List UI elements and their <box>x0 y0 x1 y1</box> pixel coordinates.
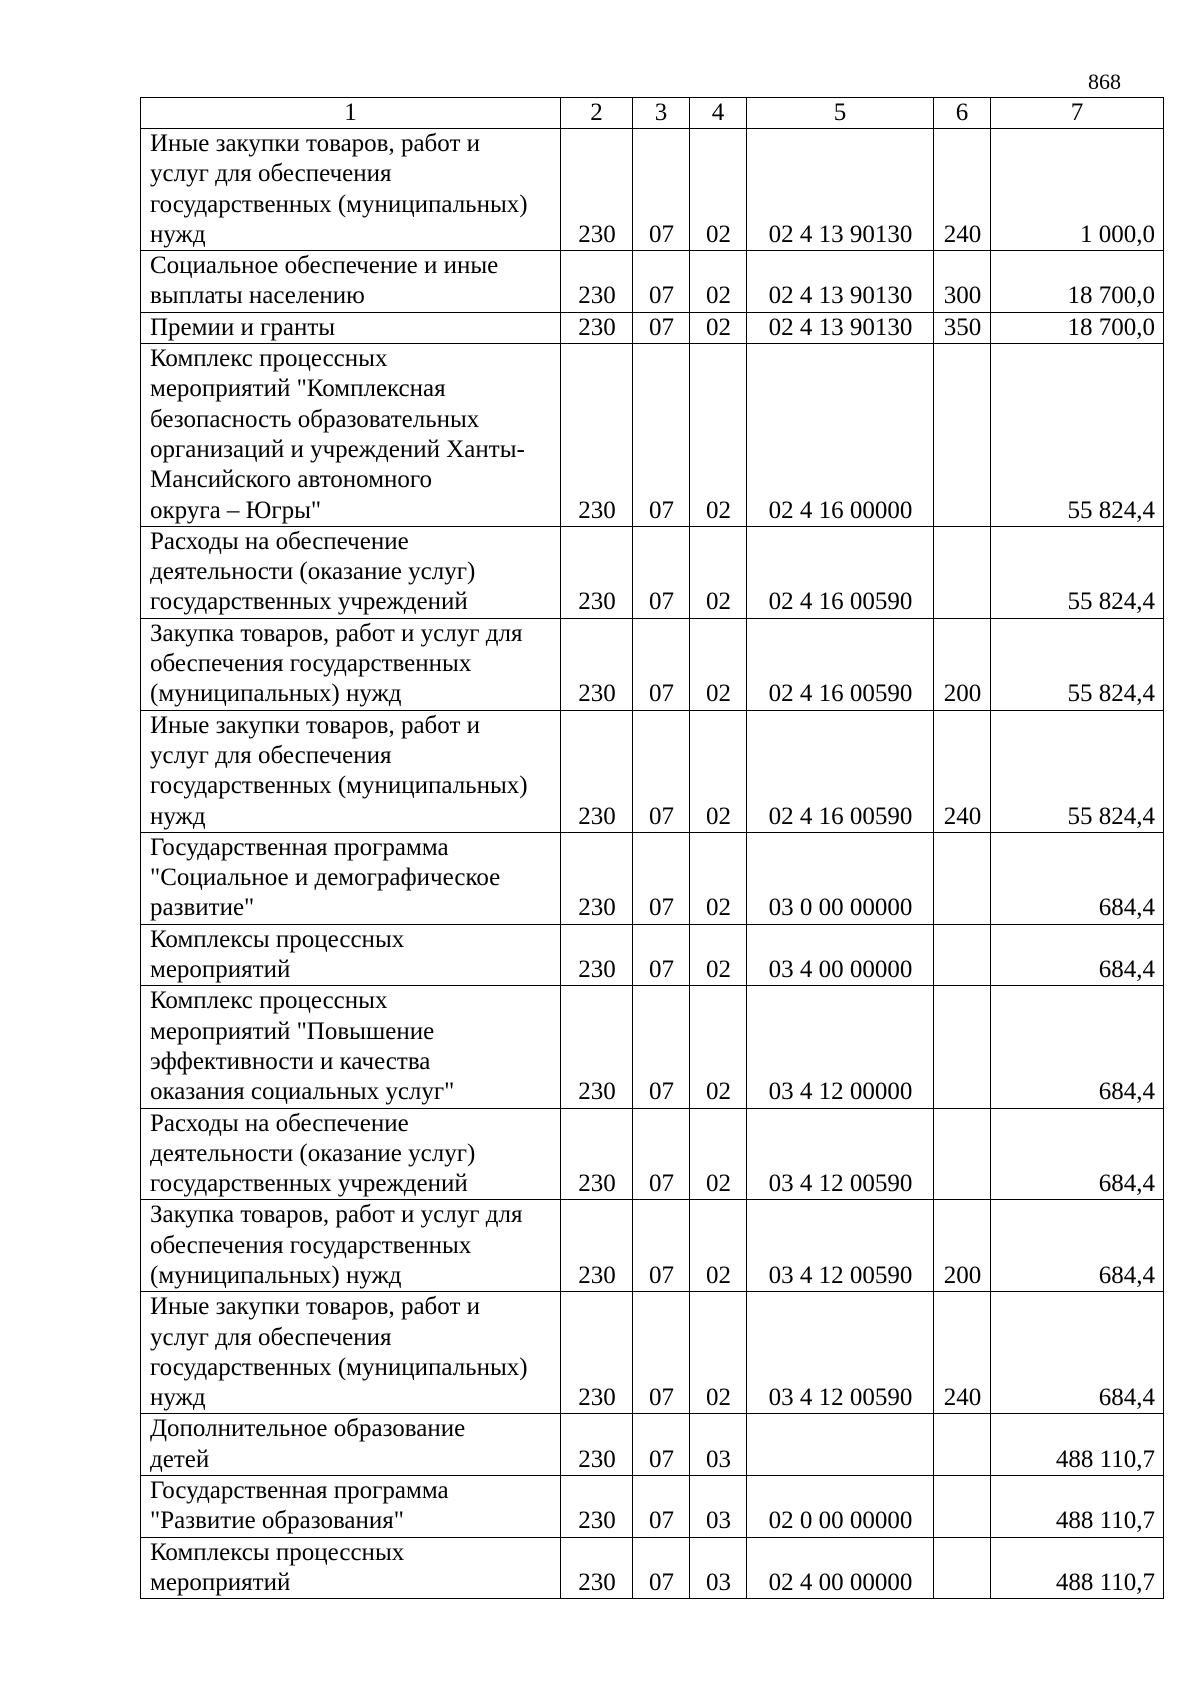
row-cell-c6 <box>934 526 991 618</box>
row-name-line: услуг для обеспечения <box>150 741 392 769</box>
row-name-cell <box>141 1537 561 1599</box>
row-cell-c7: 684,4 <box>991 832 1164 924</box>
row-cell-c6 <box>934 1414 991 1476</box>
row-name-cell <box>141 710 561 832</box>
row-name-line: обеспечения государственных <box>150 650 472 678</box>
row-cell-c6: 200 <box>934 618 991 710</box>
row-name-line: Социальное обеспечение и иные <box>150 252 499 280</box>
table-body <box>141 98 1164 1599</box>
row-name-cell <box>141 986 561 1108</box>
row-cell-c3: 07 <box>633 1414 690 1476</box>
row-name-line: Комплекс процессных <box>150 987 388 1015</box>
row-cell-c3: 07 <box>633 924 690 986</box>
header-cell-4: 4 <box>690 98 747 129</box>
row-cell-c7: 55 824,4 <box>991 344 1164 527</box>
row-cell-c4: 02 <box>690 1292 747 1414</box>
row-cell-c5: 02 4 00 00000 <box>747 1537 934 1599</box>
row-name-line: Расходы на обеспечение <box>150 1109 409 1137</box>
row-name-line: Государственная программа <box>150 1477 449 1505</box>
row-cell-c4: 02 <box>690 312 747 343</box>
row-name-line: мероприятий "Повышение <box>150 1017 435 1045</box>
row-name-line: организаций и учреждений Ханты- <box>150 435 525 463</box>
row-cell-c7: 488 110,7 <box>991 1476 1164 1538</box>
row-name-line: "Социальное и демографическое <box>150 864 501 892</box>
row-cell-c7: 488 110,7 <box>991 1537 1164 1599</box>
row-cell-c4: 02 <box>690 618 747 710</box>
row-name-line: мероприятий <box>150 956 291 984</box>
row-cell-c7: 488 110,7 <box>991 1414 1164 1476</box>
row-cell-c7: 1 000,0 <box>991 129 1164 251</box>
row-name-line: мероприятий <box>150 1568 291 1596</box>
row-cell-c7: 18 700,0 <box>991 312 1164 343</box>
row-name-line: Премии и гранты <box>150 313 336 341</box>
row-name-line: Комплексы процессных <box>150 925 405 953</box>
row-name-line: государственных (муниципальных) <box>150 190 528 218</box>
row-cell-c5: 02 4 13 90130 <box>747 251 934 313</box>
row-cell-c3: 07 <box>633 129 690 251</box>
row-name-cell <box>141 1476 561 1538</box>
row-cell-c3: 07 <box>633 832 690 924</box>
row-name-line: "Развитие образования" <box>150 1507 404 1535</box>
table-row <box>141 1108 1164 1200</box>
row-name-line: государственных (муниципальных) <box>150 772 528 800</box>
row-name-cell <box>141 1200 561 1292</box>
row-cell-c6: 240 <box>934 1292 991 1414</box>
table-row <box>141 251 1164 313</box>
row-name-line: округа – Югры" <box>150 496 322 524</box>
row-name-line: деятельности (оказание услуг) <box>150 558 476 586</box>
row-name-line: Комплексы процессных <box>150 1538 405 1566</box>
row-cell-c2: 230 <box>561 924 633 986</box>
row-cell-c3: 07 <box>633 1292 690 1414</box>
row-name-cell <box>141 251 561 313</box>
row-name-line: Мансийского автономного <box>150 466 433 494</box>
row-cell-c7: 18 700,0 <box>991 251 1164 313</box>
row-name-line: выплаты населению <box>150 282 365 310</box>
row-cell-c3: 07 <box>633 1476 690 1538</box>
row-cell-c5: 02 4 16 00590 <box>747 710 934 832</box>
row-cell-c5 <box>747 1414 934 1476</box>
table-row <box>141 344 1164 527</box>
row-name-line: услуг для обеспечения <box>150 1323 392 1351</box>
row-name-line: государственных учреждений <box>150 1170 468 1198</box>
row-name-cell <box>141 618 561 710</box>
row-cell-c2: 230 <box>561 251 633 313</box>
row-cell-c2: 230 <box>561 312 633 343</box>
row-cell-c4: 02 <box>690 924 747 986</box>
row-name-line: Дополнительное образование <box>150 1415 466 1443</box>
row-cell-c3: 07 <box>633 526 690 618</box>
row-name-cell <box>141 924 561 986</box>
row-cell-c5: 02 4 13 90130 <box>747 129 934 251</box>
row-cell-c2: 230 <box>561 832 633 924</box>
row-cell-c2: 230 <box>561 1108 633 1200</box>
header-cell-2: 2 <box>561 98 633 129</box>
row-cell-c2: 230 <box>561 1537 633 1599</box>
row-name-line: Закупка товаров, работ и услуг для <box>150 1201 523 1229</box>
row-name-line: Комплекс процессных <box>150 345 388 373</box>
row-name-cell <box>141 129 561 251</box>
header-cell-5: 5 <box>747 98 934 129</box>
table-row <box>141 1476 1164 1538</box>
row-name-line: оказания социальных услуг" <box>150 1078 455 1106</box>
row-name-cell <box>141 832 561 924</box>
row-name-line: мероприятий "Комплексная <box>150 375 446 403</box>
row-cell-c4: 02 <box>690 344 747 527</box>
row-name-line: Иные закупки товаров, работ и <box>150 711 481 739</box>
row-name-line: Иные закупки товаров, работ и <box>150 1293 481 1321</box>
row-cell-c5: 02 0 00 00000 <box>747 1476 934 1538</box>
row-cell-c4: 02 <box>690 986 747 1108</box>
row-name-line: развитие" <box>150 894 255 922</box>
table-row <box>141 832 1164 924</box>
row-cell-c3: 07 <box>633 986 690 1108</box>
table-row <box>141 1292 1164 1414</box>
row-cell-c5: 03 4 12 00590 <box>747 1108 934 1200</box>
page-number: 868 <box>1088 69 1121 94</box>
row-cell-c7: 684,4 <box>991 1200 1164 1292</box>
row-cell-c4: 02 <box>690 526 747 618</box>
table-row <box>141 526 1164 618</box>
row-cell-c5: 02 4 16 00000 <box>747 344 934 527</box>
row-name-line: нужд <box>150 220 206 248</box>
header-cell-6: 6 <box>934 98 991 129</box>
row-name-line: Государственная программа <box>150 833 449 861</box>
row-cell-c5: 03 0 00 00000 <box>747 832 934 924</box>
row-cell-c6 <box>934 986 991 1108</box>
row-cell-c4: 03 <box>690 1537 747 1599</box>
table-row <box>141 1200 1164 1292</box>
row-cell-c4: 03 <box>690 1414 747 1476</box>
row-cell-c3: 07 <box>633 618 690 710</box>
table-row <box>141 129 1164 251</box>
row-cell-c2: 230 <box>561 1476 633 1538</box>
row-cell-c6 <box>934 832 991 924</box>
row-cell-c7: 55 824,4 <box>991 618 1164 710</box>
row-cell-c3: 07 <box>633 344 690 527</box>
row-cell-c2: 230 <box>561 710 633 832</box>
row-cell-c4: 02 <box>690 1108 747 1200</box>
row-cell-c3: 07 <box>633 1537 690 1599</box>
row-cell-c2: 230 <box>561 344 633 527</box>
row-cell-c4: 02 <box>690 1200 747 1292</box>
header-cell-7: 7 <box>991 98 1164 129</box>
row-cell-c3: 07 <box>633 1108 690 1200</box>
row-name-cell <box>141 1414 561 1476</box>
row-cell-c4: 03 <box>690 1476 747 1538</box>
row-cell-c4: 02 <box>690 129 747 251</box>
row-name-line: нужд <box>150 1384 206 1412</box>
table-row <box>141 618 1164 710</box>
row-cell-c6 <box>934 344 991 527</box>
row-cell-c2: 230 <box>561 1414 633 1476</box>
row-cell-c6 <box>934 924 991 986</box>
row-name-line: Иные закупки товаров, работ и <box>150 130 481 157</box>
table-row <box>141 924 1164 986</box>
row-cell-c6: 240 <box>934 129 991 251</box>
row-cell-c2: 230 <box>561 618 633 710</box>
row-cell-c3: 07 <box>633 251 690 313</box>
row-name-line: эффективности и качества <box>150 1047 431 1075</box>
row-name-line: деятельности (оказание услуг) <box>150 1139 476 1167</box>
row-cell-c6: 240 <box>934 710 991 832</box>
row-cell-c7: 55 824,4 <box>991 710 1164 832</box>
row-cell-c3: 07 <box>633 1200 690 1292</box>
row-cell-c4: 02 <box>690 710 747 832</box>
row-name-line: государственных учреждений <box>150 588 468 616</box>
header-row <box>141 98 1164 129</box>
row-cell-c4: 02 <box>690 832 747 924</box>
table-row <box>141 312 1164 343</box>
row-cell-c7: 684,4 <box>991 986 1164 1108</box>
row-name-line: услуг для обеспечения <box>150 160 392 188</box>
table-row <box>141 1537 1164 1599</box>
row-name-cell <box>141 1292 561 1414</box>
row-cell-c2: 230 <box>561 129 633 251</box>
row-name-line: Расходы на обеспечение <box>150 527 409 555</box>
row-name-line: (муниципальных) нужд <box>150 680 402 708</box>
row-cell-c6: 300 <box>934 251 991 313</box>
row-name-line: детей <box>150 1445 210 1473</box>
row-cell-c5: 02 4 13 90130 <box>747 312 934 343</box>
row-name-line: (муниципальных) нужд <box>150 1261 402 1289</box>
budget-table <box>140 97 1164 1599</box>
table-row <box>141 1414 1164 1476</box>
row-cell-c4: 02 <box>690 251 747 313</box>
header-cell-1: 1 <box>141 98 561 129</box>
row-cell-c5: 03 4 00 00000 <box>747 924 934 986</box>
row-cell-c5: 03 4 12 00590 <box>747 1200 934 1292</box>
table-row <box>141 986 1164 1108</box>
row-cell-c5: 02 4 16 00590 <box>747 526 934 618</box>
row-cell-c6: 200 <box>934 1200 991 1292</box>
row-cell-c5: 03 4 12 00590 <box>747 1292 934 1414</box>
row-cell-c3: 07 <box>633 710 690 832</box>
row-cell-c7: 684,4 <box>991 1108 1164 1200</box>
row-name-cell <box>141 312 561 343</box>
row-cell-c2: 230 <box>561 526 633 618</box>
row-cell-c6: 350 <box>934 312 991 343</box>
row-cell-c7: 684,4 <box>991 1292 1164 1414</box>
row-cell-c5: 02 4 16 00590 <box>747 618 934 710</box>
row-cell-c7: 684,4 <box>991 924 1164 986</box>
row-name-cell <box>141 1108 561 1200</box>
row-name-line: нужд <box>150 802 206 830</box>
row-cell-c2: 230 <box>561 1200 633 1292</box>
row-cell-c5: 03 4 12 00000 <box>747 986 934 1108</box>
row-name-line: обеспечения государственных <box>150 1231 472 1259</box>
row-cell-c7: 55 824,4 <box>991 526 1164 618</box>
row-name-line: государственных (муниципальных) <box>150 1353 528 1381</box>
row-cell-c6 <box>934 1108 991 1200</box>
row-cell-c3: 07 <box>633 312 690 343</box>
row-cell-c2: 230 <box>561 986 633 1108</box>
header-cell-3: 3 <box>633 98 690 129</box>
table-row <box>141 710 1164 832</box>
row-name-cell <box>141 344 561 527</box>
row-cell-c6 <box>934 1537 991 1599</box>
row-cell-c6 <box>934 1476 991 1538</box>
row-name-line: безопасность образовательных <box>150 405 480 433</box>
row-cell-c2: 230 <box>561 1292 633 1414</box>
row-name-line: Закупка товаров, работ и услуг для <box>150 619 523 647</box>
row-name-cell <box>141 526 561 618</box>
